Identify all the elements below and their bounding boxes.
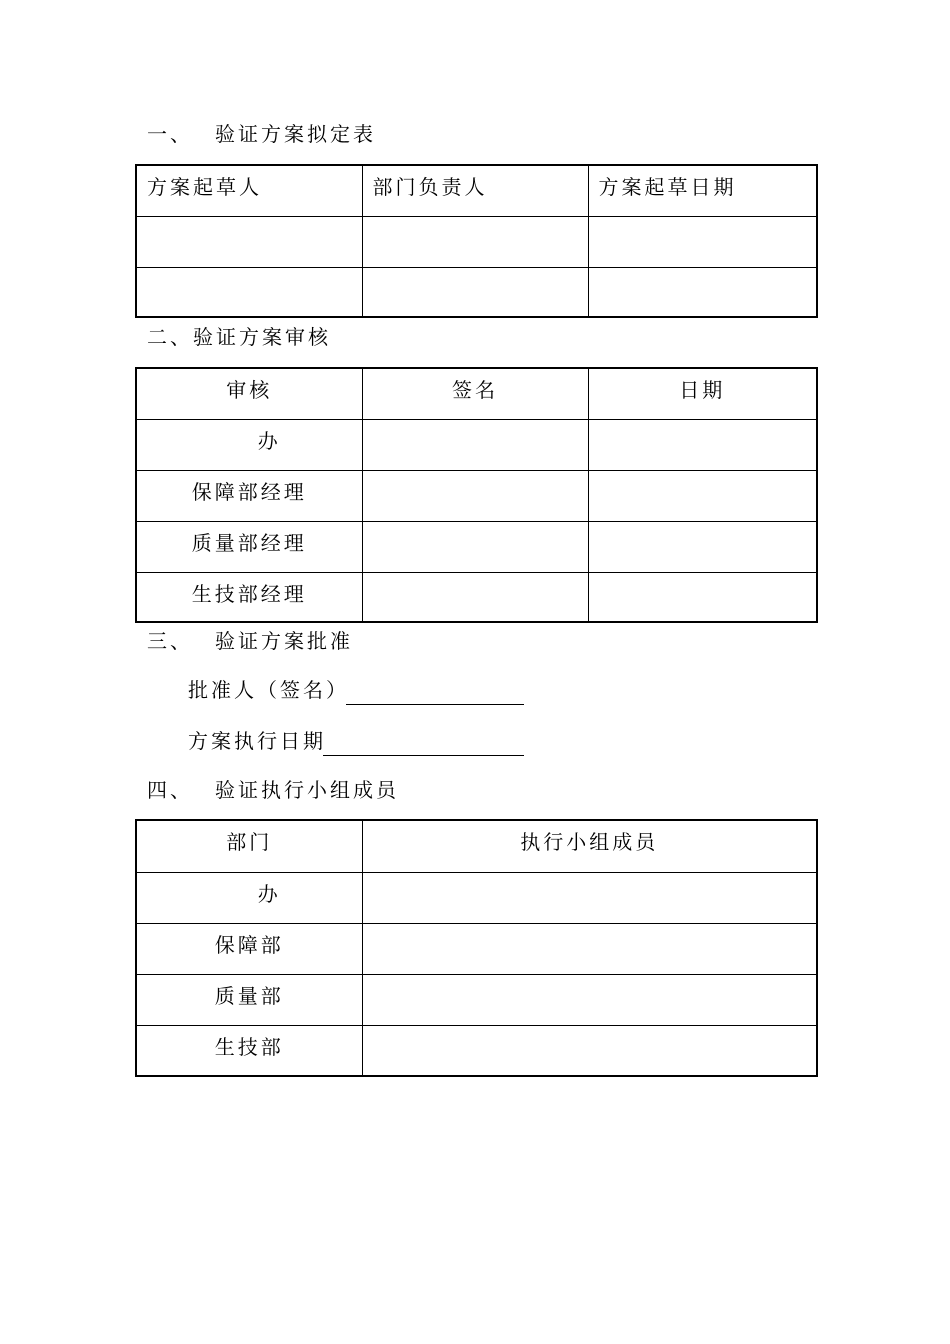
review-table (135, 367, 818, 623)
header-cell: 部门 (136, 820, 362, 872)
table-header-row (136, 820, 817, 872)
header-cell: 执行小组成员 (362, 820, 817, 872)
table-row (136, 267, 817, 317)
section1-title: 验证方案拟定表 (215, 122, 376, 146)
header-cell: 审核 (136, 368, 362, 419)
approver-label: 批准人（签名） (188, 678, 349, 702)
table-row (136, 572, 817, 622)
members-cell[interactable] (362, 1025, 817, 1076)
table-row (136, 521, 817, 572)
header-cell: 部门负责人 (362, 165, 588, 216)
section2-heading (147, 325, 331, 349)
section4-title: 验证执行小组成员 (215, 778, 399, 802)
exec-date-label: 方案执行日期 (188, 729, 326, 753)
department-cell: 保障部 (136, 923, 362, 974)
section1-heading (147, 122, 376, 146)
dept-head-cell[interactable] (362, 216, 588, 267)
table-row (136, 974, 817, 1025)
signature-cell[interactable] (362, 521, 588, 572)
section3-title: 验证方案批准 (215, 629, 353, 653)
table-row (136, 923, 817, 974)
signature-cell[interactable] (362, 572, 588, 622)
table-row (136, 216, 817, 267)
exec-date-line[interactable] (323, 755, 524, 756)
department-cell: 生技部 (136, 1025, 362, 1076)
members-cell[interactable] (362, 923, 817, 974)
table-row (136, 1025, 817, 1076)
table-row (136, 470, 817, 521)
drafter-cell[interactable] (136, 267, 362, 317)
table-row (136, 419, 817, 470)
signature-cell[interactable] (362, 419, 588, 470)
table-row (136, 872, 817, 923)
reviewer-role-cell: 办 (136, 419, 362, 470)
reviewer-role-cell: 保障部经理 (136, 470, 362, 521)
members-cell[interactable] (362, 974, 817, 1025)
section4-heading (147, 778, 399, 802)
members-cell[interactable] (362, 872, 817, 923)
section2-title: 二、验证方案审核 (147, 325, 331, 349)
date-cell[interactable] (588, 521, 817, 572)
draft-date-cell[interactable] (588, 216, 817, 267)
header-cell: 方案起草日期 (588, 165, 817, 216)
drafter-cell[interactable] (136, 216, 362, 267)
section1-number: 一、 (147, 122, 193, 146)
department-cell: 质量部 (136, 974, 362, 1025)
table-header-row (136, 368, 817, 419)
department-cell: 办 (136, 872, 362, 923)
table-header-row (136, 165, 817, 216)
drafting-table (135, 164, 818, 318)
signature-cell[interactable] (362, 470, 588, 521)
date-cell[interactable] (588, 470, 817, 521)
header-cell: 日期 (588, 368, 817, 419)
header-cell: 签名 (362, 368, 588, 419)
reviewer-role-cell: 生技部经理 (136, 572, 362, 622)
section4-number: 四、 (147, 778, 193, 802)
date-cell[interactable] (588, 419, 817, 470)
team-members-table (135, 819, 818, 1077)
draft-date-cell[interactable] (588, 267, 817, 317)
approver-signature-line[interactable] (346, 704, 524, 705)
section3-number: 三、 (147, 629, 193, 653)
date-cell[interactable] (588, 572, 817, 622)
section3-heading (147, 629, 353, 653)
reviewer-role-cell: 质量部经理 (136, 521, 362, 572)
dept-head-cell[interactable] (362, 267, 588, 317)
header-cell: 方案起草人 (136, 165, 362, 216)
